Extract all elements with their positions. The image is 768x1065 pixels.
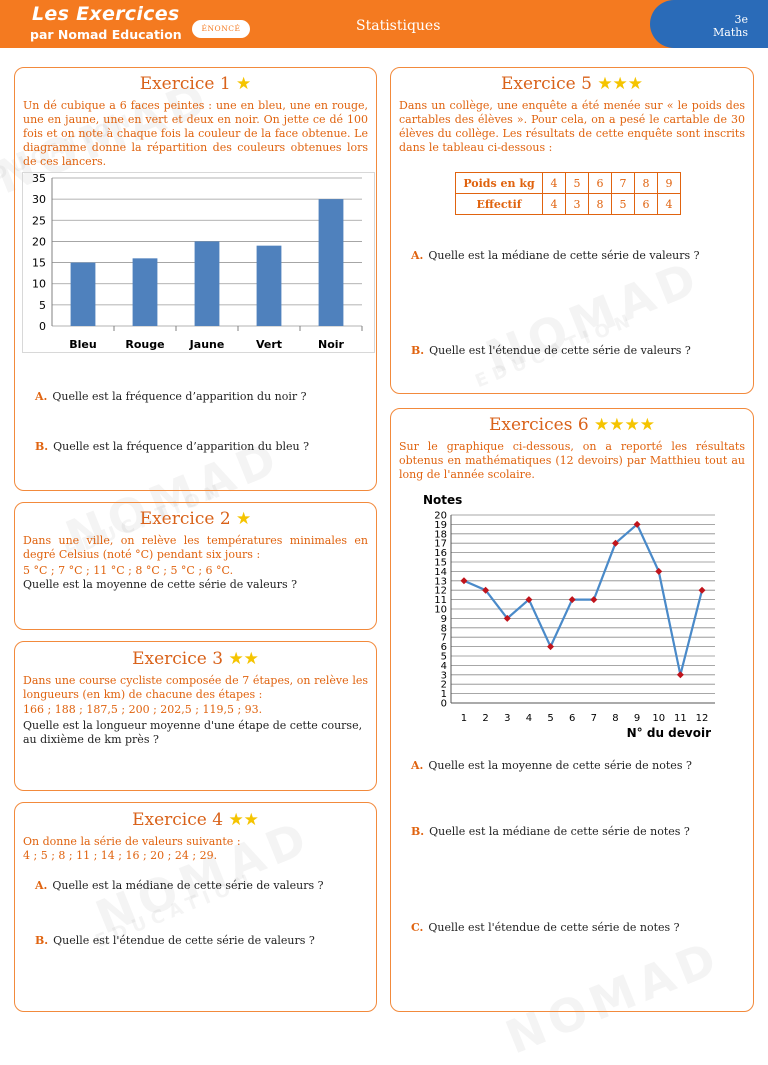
bar bbox=[257, 246, 282, 326]
table-header-cell: Effectif bbox=[456, 194, 543, 215]
line-chart bbox=[417, 491, 717, 741]
exercise-4-question-b: B. Quelle est l'étendue de cette série de valeurs ? bbox=[35, 934, 315, 947]
exercise-5-question-b: B. Quelle est l'étendue de cette série de valeurs ? bbox=[411, 344, 691, 357]
exercise-4-question-a: A. Quelle est la médiane de cette série de valeurs ? bbox=[35, 879, 324, 892]
data-point bbox=[460, 577, 467, 584]
table-cell: 4 bbox=[543, 173, 566, 194]
data-point bbox=[677, 671, 684, 678]
table-cell: 9 bbox=[658, 173, 681, 194]
exercise-6-question-a: A. Quelle est la moyenne de cette série de notes ? bbox=[411, 759, 692, 772]
data-point bbox=[699, 587, 706, 594]
y-tick-label: 20 bbox=[434, 510, 447, 522]
y-tick-label: 6 bbox=[440, 642, 447, 654]
y-tick-label: 11 bbox=[434, 595, 447, 607]
exercise-1-card bbox=[14, 67, 377, 491]
data-point bbox=[590, 596, 597, 603]
y-tick-label: 18 bbox=[434, 529, 447, 541]
x-tick-label: Bleu bbox=[69, 338, 97, 351]
data-point bbox=[655, 568, 662, 575]
level-box bbox=[650, 0, 768, 48]
y-tick-label: 8 bbox=[440, 623, 447, 635]
y-tick-label: 12 bbox=[434, 585, 447, 597]
exercise-3-card bbox=[14, 641, 377, 791]
x-tick-label: Noir bbox=[318, 338, 344, 351]
y-tick-label: 35 bbox=[32, 172, 46, 185]
y-tick-label: 15 bbox=[32, 256, 46, 270]
y-tick-label: 4 bbox=[440, 660, 447, 672]
table-cell: 6 bbox=[635, 194, 658, 215]
y-tick-label: 0 bbox=[440, 698, 447, 710]
x-tick-label: 10 bbox=[652, 713, 666, 724]
star-icon: ★★ bbox=[228, 810, 259, 830]
header-bar bbox=[0, 0, 768, 48]
x-tick-label: 11 bbox=[674, 713, 687, 724]
table-cell: 8 bbox=[589, 194, 612, 215]
x-tick-label: Jaune bbox=[189, 338, 225, 351]
table-cell: 5 bbox=[566, 173, 589, 194]
data-point bbox=[569, 596, 576, 603]
table-cell: 4 bbox=[543, 194, 566, 215]
exercise-1-question-a: A. Quelle est la fréquence d’apparition du noir ? bbox=[35, 390, 307, 403]
y-tick-label: 15 bbox=[434, 557, 447, 569]
exercise-2-title: Exercice 2 ★ bbox=[139, 509, 252, 529]
course-label: Maths bbox=[713, 26, 748, 39]
y-tick-label: 19 bbox=[434, 519, 447, 531]
table-cell: 7 bbox=[612, 173, 635, 194]
x-axis-label: N° du devoir bbox=[626, 726, 711, 740]
bar bbox=[71, 263, 96, 326]
exercise-6-question-c: C. Quelle est l'étendue de cette série de notes ? bbox=[411, 921, 680, 934]
y-tick-label: 14 bbox=[434, 566, 447, 578]
bar bbox=[319, 199, 344, 326]
x-tick-label: 5 bbox=[547, 713, 554, 724]
x-tick-label: Rouge bbox=[125, 338, 165, 351]
table-row bbox=[456, 194, 681, 215]
exercise-5-title: Exercice 5 ★★★ bbox=[500, 74, 644, 94]
enonce-badge: ÉNONCÉ bbox=[192, 20, 250, 38]
bar-chart bbox=[22, 172, 376, 362]
brand-subtitle: par Nomad Education bbox=[30, 27, 182, 42]
y-tick-label: 2 bbox=[440, 679, 447, 691]
bar bbox=[195, 241, 220, 326]
exercise-6-question-b: B. Quelle est la médiane de cette série de notes ? bbox=[411, 825, 690, 838]
x-tick-label: 3 bbox=[504, 713, 511, 724]
exercise-2-question: Quelle est la moyenne de cette série de valeurs ? bbox=[23, 578, 297, 591]
brand-title: Les Exercices bbox=[32, 3, 180, 25]
table-cell: 8 bbox=[635, 173, 658, 194]
table-cell: 3 bbox=[566, 194, 589, 215]
y-tick-label: 9 bbox=[440, 613, 447, 625]
y-tick-label: 20 bbox=[32, 235, 46, 249]
exercise-4-values: 4 ; 5 ; 8 ; 11 ; 14 ; 16 ; 20 ; 24 ; 29. bbox=[23, 849, 218, 862]
exercise-4-title: Exercice 4 ★★ bbox=[132, 810, 259, 830]
exercise-4-statement: On donne la série de valeurs suivante : bbox=[23, 835, 241, 848]
y-tick-label: 5 bbox=[39, 298, 46, 312]
x-tick-label: 4 bbox=[525, 713, 533, 724]
star-icon: ★★★ bbox=[597, 74, 644, 94]
y-tick-label: 3 bbox=[440, 670, 447, 682]
table-cell: 5 bbox=[612, 194, 635, 215]
star-icon: ★ bbox=[236, 509, 252, 529]
exercise-3-statement: Dans une course cycliste composée de 7 étapes, on relève les longueurs (en km) de chacune des étapes : bbox=[23, 674, 368, 701]
star-icon: ★★ bbox=[228, 649, 259, 669]
x-tick-label: 7 bbox=[590, 713, 598, 724]
exercise-6-title: Exercices 6 ★★★★ bbox=[488, 415, 656, 435]
x-tick-label: 1 bbox=[460, 713, 468, 724]
x-tick-label: 12 bbox=[695, 713, 709, 724]
x-tick-label: Vert bbox=[255, 338, 283, 351]
table-cell: 4 bbox=[658, 194, 681, 215]
y-tick-label: 0 bbox=[39, 320, 46, 333]
y-tick-label: 1 bbox=[440, 689, 447, 701]
star-icon: ★★★★ bbox=[594, 415, 656, 435]
y-axis-label: Notes bbox=[423, 493, 463, 507]
exercise-6-card bbox=[390, 408, 754, 1012]
x-tick-label: 2 bbox=[482, 713, 489, 724]
y-tick-label: 13 bbox=[434, 576, 447, 588]
exercise-1-question-b: B. Quelle est la fréquence d’apparition du bleu ? bbox=[35, 440, 309, 453]
level-label: 3e bbox=[734, 13, 748, 26]
exercise-2-card bbox=[14, 502, 377, 630]
exercise-5-statement: Dans un collège, une enquête a été menée sur « le poids des cartables des élèves ». Pour cela, on a pesé le cartable de 30 élèves du collège. Les résultats de cette enquête sont inscrits dans le tableau ci-dessous : bbox=[399, 99, 745, 154]
exercise-5-card bbox=[390, 67, 754, 394]
exercise-4-card bbox=[14, 802, 377, 1012]
exercise-3-values: 166 ; 188 ; 187,5 ; 200 ; 202,5 ; 119,5 ; 93. bbox=[23, 703, 263, 716]
table-row bbox=[456, 173, 681, 194]
table-cell: 6 bbox=[589, 173, 612, 194]
data-point bbox=[547, 643, 554, 650]
exercise-2-statement: Dans une ville, on relève les températures minimales en degré Celsius (noté °C) pendant six jours : bbox=[23, 534, 368, 561]
subject-title: Statistiques bbox=[356, 18, 441, 34]
y-tick-label: 30 bbox=[32, 193, 46, 207]
exercise-5-question-a: A. Quelle est la médiane de cette série de valeurs ? bbox=[411, 249, 700, 262]
y-tick-label: 5 bbox=[440, 651, 447, 663]
star-icon: ★ bbox=[236, 74, 252, 94]
exercise-1-statement: Un dé cubique a 6 faces peintes : une en bleu, une en rouge, une en jaune, une en vert et deux en noir. On jette ce dé 100 fois et on note à chaque fois la couleur de la face obtenue. Le diagramme donne la répartition des couleurs obtenues lors de ces lancers. bbox=[23, 99, 368, 168]
exercise-3-question: Quelle est la longueur moyenne d'une étape de cette course, au dixième de km près ? bbox=[23, 719, 363, 746]
exercise-6-statement: Sur le graphique ci-dessous, on a reporté les résultats obtenus en mathématiques (12 devoirs) par Matthieu tout au long de l'année scolaire. bbox=[399, 440, 745, 481]
exercise-1-title: Exercice 1 ★ bbox=[139, 74, 252, 94]
x-tick-label: 6 bbox=[568, 713, 576, 724]
y-tick-label: 7 bbox=[440, 632, 447, 644]
y-tick-label: 16 bbox=[434, 548, 447, 560]
data-table bbox=[455, 172, 681, 215]
y-tick-label: 10 bbox=[434, 604, 447, 616]
x-tick-label: 9 bbox=[633, 713, 641, 724]
table-header-cell: Poids en kg bbox=[456, 173, 543, 194]
y-tick-label: 25 bbox=[32, 214, 46, 228]
y-tick-label: 17 bbox=[434, 538, 447, 550]
y-tick-label: 10 bbox=[32, 277, 46, 291]
bar bbox=[133, 258, 158, 326]
exercise-3-title: Exercice 3 ★★ bbox=[132, 649, 259, 669]
exercise-2-values: 5 °C ; 7 °C ; 11 °C ; 8 °C ; 5 °C ; 6 °C. bbox=[23, 564, 234, 577]
x-tick-label: 8 bbox=[612, 713, 619, 724]
